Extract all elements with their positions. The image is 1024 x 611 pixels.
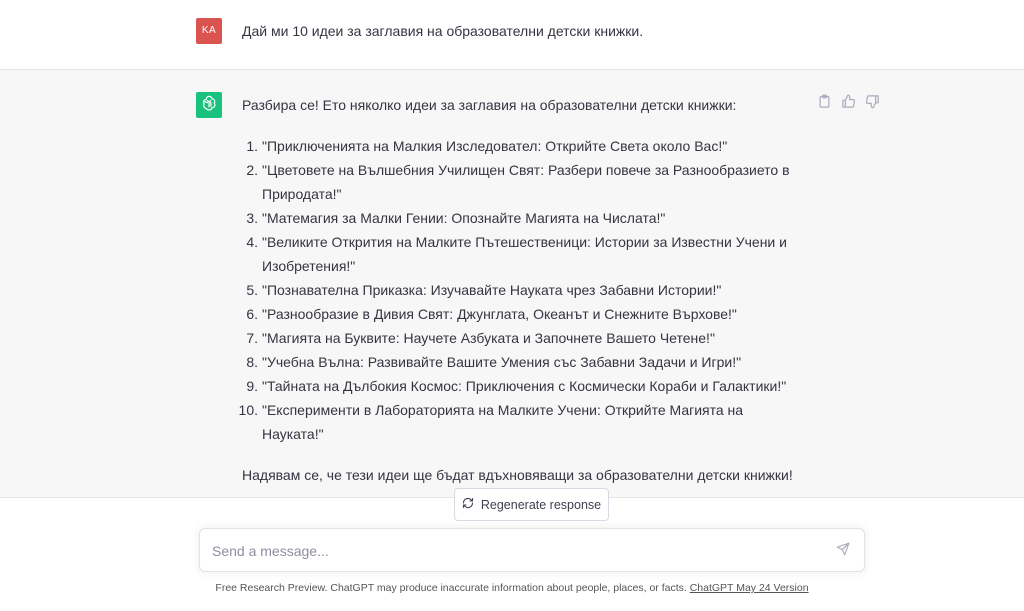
assistant-avatar [196,92,222,118]
footer-disclaimer [0,582,1024,594]
list-item-text: "Матемагия за Малки Гении: Опознайте Магията на Числата!" [262,210,666,226]
list-item: 5. "Познавателна Приказка: Изучавайте Науката чрез Забавни Истории!" [246,282,722,298]
footer-text: Free Research Preview. ChatGPT may produce inaccurate information about people, places, or facts. [215,582,690,594]
user-message-text: Дай ми 10 идеи за заглавия на образователни детски книжки. [242,23,644,39]
assistant-outro: Надявам се, че тези идеи ще бъдат вдъхновяващи за образователни детски книжки! [242,467,793,483]
list-item-text: "Магията на Буквите: Научете Азбуката и Започнете Вашето Четене!" [262,330,715,346]
list-item-text: "Тайната на Дълбокия Космос: Приключения с Космически Кораби и Галактики!" [262,378,787,394]
list-item: 6. "Разнообразие в Дивия Свят: Джунглата, Океанът и Снежните Върхове!" [246,306,737,322]
idea-list [238,134,802,446]
assistant-message-row [0,70,1024,498]
thumbs-up-icon[interactable] [841,94,856,109]
clipboard-icon[interactable] [817,94,832,109]
user-message-row [0,0,1024,70]
message-actions [817,94,880,109]
assistant-message-content [238,96,802,484]
list-item: 4. "Великите Открития на Малките Пътешественици: Истории за Известни Учени и Изобретения!" [246,234,787,274]
openai-logo-icon [200,94,218,117]
thumbs-down-icon[interactable] [865,94,880,109]
list-item: 1. "Приключенията на Малкия Изследовател: Открийте Света около Вас!" [246,138,728,154]
list-item-text: "Великите Открития на Малките Пътешественици: Истории за Известни Учени и Изобретения!" [262,234,787,274]
message-input[interactable] [212,540,812,562]
assistant-intro: Разбира се! Ето няколко идеи за заглавия на образователни детски книжки: [242,97,737,113]
message-composer [199,528,865,572]
list-item: 10. "Експерименти в Лабораторията на Малките Учени: Открийте Магията на Науката!" [238,402,744,442]
regenerate-label: Regenerate response [480,497,602,512]
list-item: 7. "Магията на Буквите: Научете Азбуката и Започнете Вашето Четене!" [246,330,715,346]
list-item-text: "Познавателна Приказка: Изучавайте Науката чрез Забавни Истории!" [262,282,722,298]
list-item: 2. "Цветовете на Вълшебния Училищен Свят: Разбери повече за Разнообразието в Природата!" [246,162,790,202]
list-item: 3. "Матемагия за Малки Гении: Опознайте Магията на Числата!" [246,210,666,226]
regenerate-response-button[interactable] [454,488,609,521]
list-item-text: "Приключенията на Малкия Изследовател: Открийте Света около Вас!" [262,138,728,154]
list-item-text: "Експерименти в Лабораторията на Малките Учени: Открийте Магията на Науката!" [262,402,744,442]
refresh-icon [462,497,474,512]
version-link[interactable]: ChatGPT May 24 Version [689,582,809,594]
list-item-text: "Цветовете на Вълшебния Училищен Свят: Разбери повече за Разнообразието в Природата!" [262,162,790,202]
user-avatar: KA [196,18,222,44]
list-item: 8. "Учебна Вълна: Развивайте Вашите Умения със Забавни Задачи и Игри!" [246,354,742,370]
list-item-text: "Разнообразие в Дивия Свят: Джунглата, Океанът и Снежните Върхове!" [262,306,737,322]
paper-plane-icon [836,542,850,561]
send-button[interactable] [834,542,852,560]
list-item-text: "Учебна Вълна: Развивайте Вашите Умения със Забавни Задачи и Игри!" [262,354,742,370]
list-item: 9. "Тайната на Дълбокия Космос: Приключения с Космически Кораби и Галактики!" [246,378,787,394]
